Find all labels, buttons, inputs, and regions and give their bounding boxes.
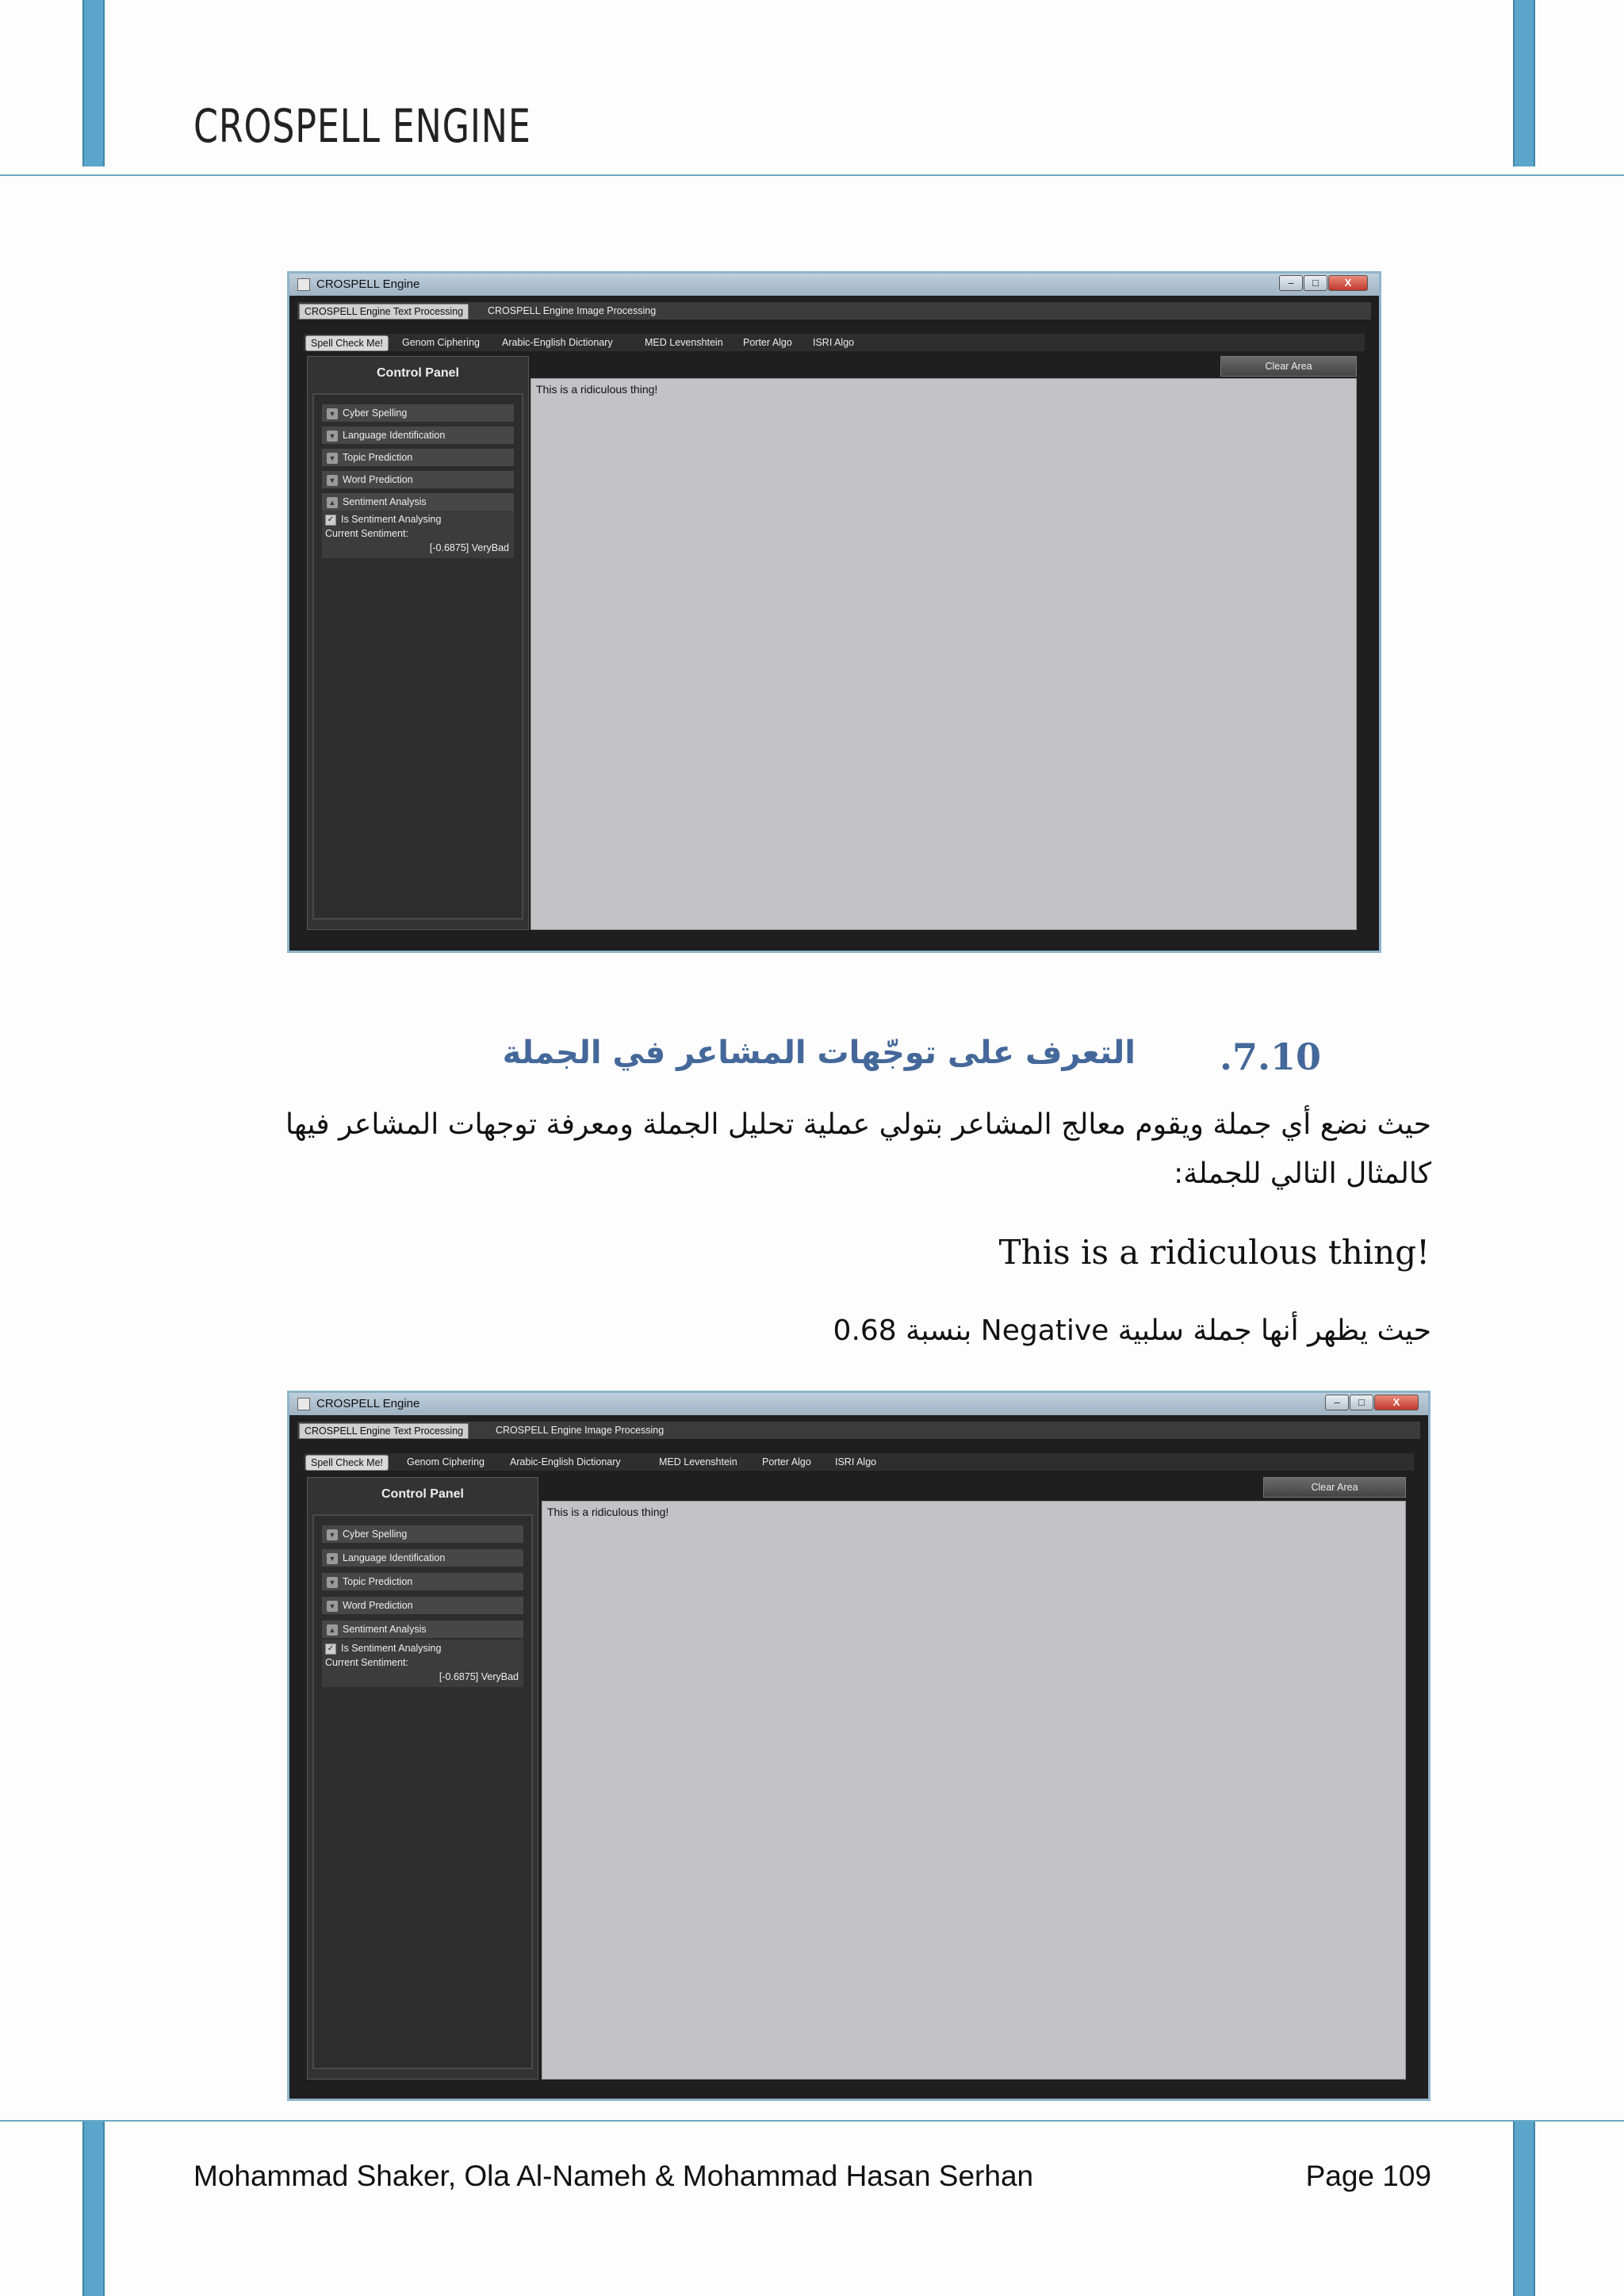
text-input-area[interactable] [542, 1501, 1406, 2080]
panel-item-sentiment-analysis[interactable] [322, 1621, 523, 1638]
panel-item-label: Cyber Spelling [343, 1529, 408, 1540]
panel-item-word-prediction[interactable] [322, 1597, 523, 1614]
panel-item-label: Language Identification [343, 1552, 446, 1563]
panel-item-label: Word Prediction [343, 1600, 413, 1611]
text-input-area[interactable] [530, 378, 1357, 930]
expand-arrow-icon: ▼ [327, 1601, 338, 1612]
panel-item-word-prediction[interactable] [322, 471, 514, 488]
subtab-genom-ciphering[interactable]: Genom Ciphering [402, 337, 480, 348]
sentiment-checkbox-label: Is Sentiment Analysing [341, 1643, 442, 1654]
footer-authors: Mohammad Shaker, Ola Al-Nameh & Mohammad Hasan Serhan [193, 2160, 1034, 2192]
subtab-porter-algo[interactable]: Porter Algo [762, 1456, 811, 1468]
tab-text-processing[interactable]: CROSPELL Engine Text Processing [299, 304, 469, 320]
maximize-button[interactable]: □ [1350, 1395, 1373, 1410]
subtab-arabic-english-dictionary[interactable]: Arabic-English Dictionary [502, 337, 613, 348]
expand-arrow-icon: ▼ [327, 430, 338, 442]
control-panel-title: Control Panel [376, 366, 459, 380]
main-tab-bar [297, 302, 1371, 320]
header-title: CROSPELL ENGINE [193, 99, 531, 153]
panel-item-label: Topic Prediction [343, 1576, 413, 1587]
control-panel-title: Control Panel [381, 1487, 464, 1501]
subtab-isri-algo[interactable]: ISRI Algo [835, 1456, 877, 1468]
header-rule [0, 174, 1624, 176]
expand-arrow-icon: ▼ [327, 408, 338, 419]
control-panel-body [312, 1514, 533, 2069]
expand-arrow-icon: ▼ [327, 1577, 338, 1588]
title-bar [289, 1393, 1428, 1415]
minimize-button[interactable]: – [1325, 1395, 1349, 1410]
panel-item-language-identification[interactable] [322, 1549, 523, 1567]
subtab-spell-check[interactable]: Spell Check Me! [305, 1455, 389, 1471]
current-sentiment-label: Current Sentiment: [325, 528, 408, 539]
sub-tab-bar [304, 334, 1365, 351]
window-title: CROSPELL Engine [316, 1397, 420, 1410]
clear-area-button[interactable]: Clear Area [1263, 1477, 1406, 1498]
subtab-med-levenshtein[interactable]: MED Levenshtein [645, 337, 723, 348]
main-tab-bar [297, 1422, 1420, 1439]
window-title: CROSPELL Engine [316, 277, 420, 291]
section-heading: التعرف على توجّهات المشاعر في الجملة [502, 1035, 1136, 1071]
expand-arrow-icon: ▼ [327, 453, 338, 464]
bottom-left-accent-bar [82, 2122, 105, 2296]
section-number: .7.10 [1220, 1035, 1322, 1078]
collapse-arrow-icon: ▲ [327, 1624, 338, 1636]
panel-item-language-identification[interactable] [322, 427, 514, 444]
app-icon [297, 1398, 310, 1410]
panel-item-cyber-spelling[interactable] [322, 404, 514, 422]
sub-tab-bar [304, 1453, 1414, 1471]
subtab-spell-check[interactable]: Spell Check Me! [305, 335, 389, 351]
current-sentiment-label: Current Sentiment: [325, 1657, 408, 1668]
sentiment-checkbox[interactable]: ✓ [325, 515, 336, 526]
panel-item-label: Word Prediction [343, 474, 413, 485]
panel-item-label: Language Identification [343, 430, 446, 441]
sentiment-box [322, 511, 514, 558]
sentiment-box [322, 1640, 523, 1687]
example-sentence: This is a ridiculous thing! [998, 1233, 1430, 1272]
result-line: حيث يظهر أنها جملة سلبية Negative بنسبة 0.68 [833, 1314, 1431, 1347]
text-content: This is a ridiculous thing! [547, 1506, 669, 1518]
app-window-1 [287, 271, 1381, 953]
maximize-button[interactable]: □ [1304, 275, 1327, 291]
panel-item-label: Topic Prediction [343, 452, 413, 463]
expand-arrow-icon: ▼ [327, 1529, 338, 1540]
top-right-accent-bar [1513, 0, 1535, 166]
subtab-med-levenshtein[interactable]: MED Levenshtein [659, 1456, 737, 1468]
text-content: This is a ridiculous thing! [536, 383, 658, 396]
panel-item-label: Sentiment Analysis [343, 1624, 427, 1635]
clear-area-button[interactable]: Clear Area [1220, 356, 1357, 377]
paragraph-line-2: كالمثال التالي للجملة: [1174, 1158, 1431, 1190]
current-sentiment-value: [-0.6875] VeryBad [429, 542, 509, 553]
close-button[interactable]: X [1328, 275, 1368, 291]
tab-text-processing[interactable]: CROSPELL Engine Text Processing [299, 1423, 469, 1439]
subtab-porter-algo[interactable]: Porter Algo [743, 337, 792, 348]
subtab-isri-algo[interactable]: ISRI Algo [813, 337, 855, 348]
panel-item-label: Cyber Spelling [343, 408, 408, 419]
page-number: Page 109 [1305, 2160, 1431, 2192]
panel-item-cyber-spelling[interactable] [322, 1525, 523, 1543]
collapse-arrow-icon: ▲ [327, 497, 338, 508]
control-panel [307, 356, 529, 930]
minimize-button[interactable]: – [1279, 275, 1303, 291]
app-icon [297, 278, 310, 291]
title-bar [289, 274, 1379, 296]
tab-image-processing[interactable]: CROSPELL Engine Image Processing [488, 305, 657, 316]
footer-rule [0, 2120, 1624, 2122]
top-left-accent-bar [82, 0, 105, 166]
panel-item-label: Sentiment Analysis [343, 496, 427, 507]
control-panel [307, 1477, 538, 2080]
control-panel-body [312, 393, 523, 920]
sentiment-checkbox-label: Is Sentiment Analysing [341, 514, 442, 525]
paragraph-line-1: حيث نضع أي جملة ويقوم معالج المشاعر بتولي عملية تحليل الجملة ومعرفة توجهات المشاعر فيها [285, 1108, 1431, 1141]
expand-arrow-icon: ▼ [327, 475, 338, 486]
tab-image-processing[interactable]: CROSPELL Engine Image Processing [496, 1425, 665, 1436]
subtab-genom-ciphering[interactable]: Genom Ciphering [407, 1456, 485, 1468]
close-button[interactable]: X [1374, 1395, 1419, 1410]
panel-item-sentiment-analysis[interactable] [322, 493, 514, 511]
app-window-2 [287, 1391, 1431, 2101]
panel-item-topic-prediction[interactable] [322, 449, 514, 466]
subtab-arabic-english-dictionary[interactable]: Arabic-English Dictionary [510, 1456, 621, 1468]
sentiment-checkbox[interactable]: ✓ [325, 1644, 336, 1655]
expand-arrow-icon: ▼ [327, 1553, 338, 1564]
bottom-right-accent-bar [1513, 2122, 1535, 2296]
panel-item-topic-prediction[interactable] [322, 1573, 523, 1590]
current-sentiment-value: [-0.6875] VeryBad [439, 1671, 519, 1682]
